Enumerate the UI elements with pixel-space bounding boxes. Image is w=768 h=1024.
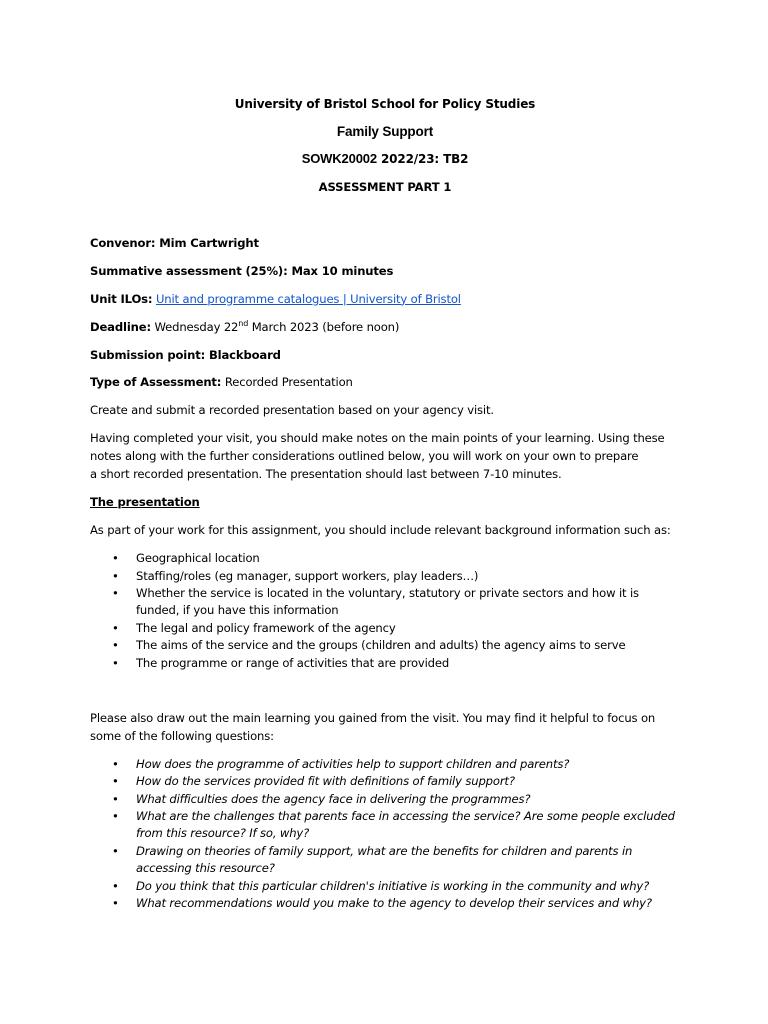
list-item-text: How do the services provided fit with definitions of family support?	[136, 774, 515, 789]
bullet-glyph: •	[112, 878, 119, 893]
instructions-line-3: a short recorded presentation. The presentation should last between 7-10 minutes.	[90, 467, 562, 482]
summative-line: Summative assessment (25%): Max 10 minutes	[90, 263, 394, 278]
instructions-paragraph	[90, 430, 680, 484]
list-item	[90, 878, 680, 895]
list-item	[90, 756, 680, 773]
list-item	[90, 808, 680, 843]
deadline-date-post: March 2023 (before noon)	[251, 319, 400, 334]
ilos-catalogue-link[interactable]: Unit and programme catalogues | University of Bristol	[155, 291, 461, 306]
unit-code-line	[90, 149, 680, 169]
unit-code: SOWK20002	[301, 150, 377, 166]
list-item-text: The programme or range of activities that are provided	[136, 655, 450, 670]
list-item-text: Geographical location	[136, 551, 260, 566]
bullet-glyph: •	[112, 774, 119, 789]
list-item	[90, 843, 680, 878]
bullet-glyph: •	[112, 586, 119, 601]
deadline-date-pre: Wednesday 22	[154, 319, 239, 334]
submission-line: Submission point: Blackboard	[90, 347, 281, 362]
list-item	[90, 791, 680, 808]
list-item-text: The legal and policy framework of the agency	[136, 620, 396, 635]
type-line	[90, 374, 680, 392]
list-item-text: The aims of the service and the groups (children and adults) the agency aims to serve	[136, 638, 626, 653]
list-item	[90, 773, 680, 790]
presentation-heading: The presentation	[90, 495, 200, 510]
deadline-line	[90, 319, 680, 337]
list-item-text: What recommendations would you make to the agency to develop their services and why?	[136, 896, 652, 911]
type-value: Recorded Presentation	[224, 375, 353, 390]
unit-title: Family Support	[336, 123, 434, 139]
learning-intro	[90, 710, 680, 746]
learning-intro-line-1: Please also draw out the main learning you gained from the visit. You may find it helpful to focus on	[90, 710, 656, 725]
learning-intro-line-2: some of the following questions:	[90, 728, 274, 743]
bullet-glyph: •	[112, 843, 119, 858]
bullet-glyph: •	[112, 638, 119, 653]
bullet-glyph: •	[112, 655, 119, 670]
list-item	[90, 550, 680, 567]
list-item-text: What difficulties does the agency face in delivering the programmes?	[136, 791, 531, 806]
list-item-text: What are the challenges that parents face in accessing the service? Are some people excluded from this resource? If so, why?	[136, 809, 675, 841]
bullet-glyph: •	[112, 568, 119, 583]
list-item-text: Whether the service is located in the voluntary, statutory or private sectors and how it is funded, if you have this information	[136, 586, 639, 618]
bullet-glyph: •	[112, 809, 119, 824]
spacer	[90, 197, 680, 235]
background-intro: As part of your work for this assignment, you should include relevant background information such as:	[90, 523, 671, 538]
list-item-text: Staffing/roles (eg manager, support workers, play leaders…)	[136, 568, 479, 583]
list-item-text: Do you think that this particular children's initiative is working in the community and why?	[136, 878, 650, 893]
list-item	[90, 655, 680, 672]
instructions-line-1: Having completed your visit, you should make notes on the main points of your learning. Using these	[90, 431, 665, 446]
deadline-date-sup: nd	[238, 318, 249, 328]
convenor-line: Convenor: Mim Cartwright	[90, 235, 259, 250]
list-item	[90, 895, 680, 912]
list-item	[90, 585, 680, 620]
background-list	[90, 550, 680, 672]
bullet-glyph: •	[112, 756, 119, 771]
list-item	[90, 637, 680, 654]
deadline-label: Deadline:	[90, 319, 151, 334]
list-item-text: How does the programme of activities help to support children and parents?	[136, 756, 570, 771]
university-heading: University of Bristol School for Policy Studies	[234, 97, 536, 111]
questions-list	[90, 756, 680, 913]
bullet-glyph: •	[112, 551, 119, 566]
bullet-glyph: •	[112, 791, 119, 806]
bullet-glyph: •	[112, 620, 119, 635]
bullet-glyph: •	[112, 896, 119, 911]
type-label: Type of Assessment:	[90, 375, 222, 390]
assessment-part-heading: ASSESSMENT PART 1	[318, 179, 452, 194]
instructions-line-2: notes along with the further considerations outlined below, you will work on your own to prepare	[90, 449, 639, 464]
intro-paragraph: Create and submit a recorded presentation based on your agency visit.	[90, 403, 494, 418]
document-body	[90, 95, 680, 912]
unit-term: 2022/23: TB2	[380, 151, 469, 166]
list-item-text: Drawing on theories of family support, what are the benefits for children and parents in accessing this resource?	[136, 843, 633, 876]
ilos-line	[90, 291, 680, 309]
list-item	[90, 620, 680, 637]
list-item	[90, 568, 680, 585]
ilos-label: Unit ILOs:	[90, 291, 153, 306]
